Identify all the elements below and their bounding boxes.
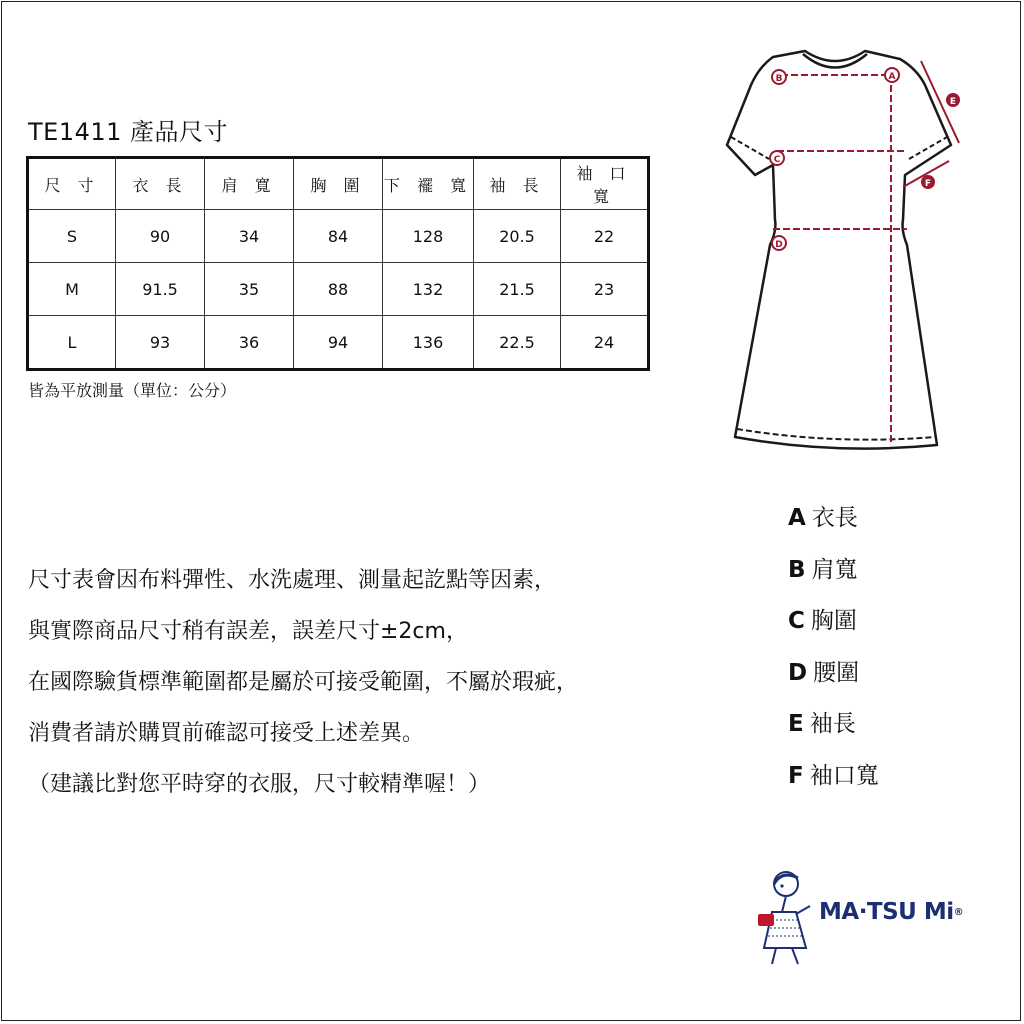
legend-key: F (788, 762, 804, 789)
table-cell: 94 (294, 316, 383, 370)
table-cell: 34 (205, 210, 294, 263)
table-cell: 36 (205, 316, 294, 370)
table-cell: 84 (294, 210, 383, 263)
description-line: 與實際商品尺寸稍有誤差，誤差尺寸±2cm， (28, 619, 468, 644)
table-row (28, 316, 649, 370)
table-cell: 20.5 (474, 210, 561, 263)
table-row (28, 263, 649, 316)
svg-text:B: B (775, 74, 783, 84)
legend-key: C (788, 608, 805, 634)
legend-label: 胸圍 (810, 608, 857, 634)
measurement-note: 皆為平放測量（單位：公分） (28, 381, 237, 400)
table-cell: 21.5 (474, 263, 561, 316)
legend-key: E (788, 711, 804, 737)
table-cell: M (28, 263, 116, 316)
table-cell: 22.5 (474, 316, 561, 370)
description-line: （建議比對您平時穿的衣服，尺寸較精準喔！） (28, 772, 491, 797)
legend-item-c (788, 596, 879, 648)
table-cell: 23 (561, 263, 649, 316)
header-hem: 下 襬 寬 (383, 158, 474, 210)
marker-b (772, 70, 786, 84)
legend-label: 衣長 (811, 505, 858, 531)
table-cell: 90 (116, 210, 205, 263)
svg-text:D: D (775, 240, 783, 250)
dress-outline (727, 51, 951, 449)
size-table (26, 156, 650, 371)
legend-key: A (788, 505, 806, 531)
marker-f (921, 175, 935, 189)
legend-label: 袖長 (809, 711, 856, 737)
table-cell: S (28, 210, 116, 263)
header-size: 尺 寸 (28, 158, 116, 210)
marker-d (772, 236, 786, 250)
dress-diagram (715, 45, 970, 460)
table-cell: 24 (561, 316, 649, 370)
legend-item-f (788, 751, 879, 803)
table-cell: 22 (561, 210, 649, 263)
table-cell: 136 (383, 316, 474, 370)
table-cell: 132 (383, 263, 474, 316)
table-cell: 93 (116, 316, 205, 370)
header-sleeve: 袖 長 (474, 158, 561, 210)
header-chest: 胸 圍 (294, 158, 383, 210)
table-cell: 128 (383, 210, 474, 263)
legend-item-b (788, 545, 879, 597)
table-header-row (28, 158, 649, 210)
legend-label: 袖口寬 (809, 762, 879, 789)
legend-item-d (788, 648, 879, 700)
svg-text:C: C (773, 155, 781, 165)
table-row (28, 210, 649, 263)
marker-c (770, 151, 784, 165)
brand-mascot-icon (752, 868, 818, 968)
description (28, 555, 728, 810)
brand-logo (819, 899, 963, 925)
table-cell: 91.5 (116, 263, 205, 316)
svg-text:A: A (888, 72, 896, 82)
header-cuff: 袖 口 寬 (561, 158, 649, 210)
measurement-legend (788, 493, 879, 802)
legend-key: B (788, 556, 806, 583)
table-cell: 35 (205, 263, 294, 316)
svg-text:F: F (924, 179, 932, 189)
header-shoulder: 肩 寬 (205, 158, 294, 210)
svg-text:E: E (949, 97, 957, 107)
legend-item-a (788, 493, 879, 545)
marker-e (946, 93, 960, 107)
legend-key: D (788, 659, 808, 686)
table-cell: L (28, 316, 116, 370)
legend-label: 腰圍 (813, 659, 860, 686)
brand-name: MA·TSU Mi (819, 899, 954, 925)
description-line: 消費者請於購買前確認可接受上述差異。 (28, 721, 425, 746)
marker-a (885, 68, 899, 82)
description-line: 在國際驗貨標準範圍都是屬於可接受範圍，不屬於瑕疵， (28, 670, 579, 695)
registered-mark: ® (953, 907, 964, 918)
header-length: 衣 長 (116, 158, 205, 210)
page-title: TE1411 產品尺寸 (28, 118, 229, 146)
legend-item-e (788, 699, 879, 751)
legend-label: 肩寬 (811, 556, 858, 583)
table-cell: 88 (294, 263, 383, 316)
description-line: 尺寸表會因布料彈性、水洗處理、測量起訖點等因素， (28, 568, 557, 593)
